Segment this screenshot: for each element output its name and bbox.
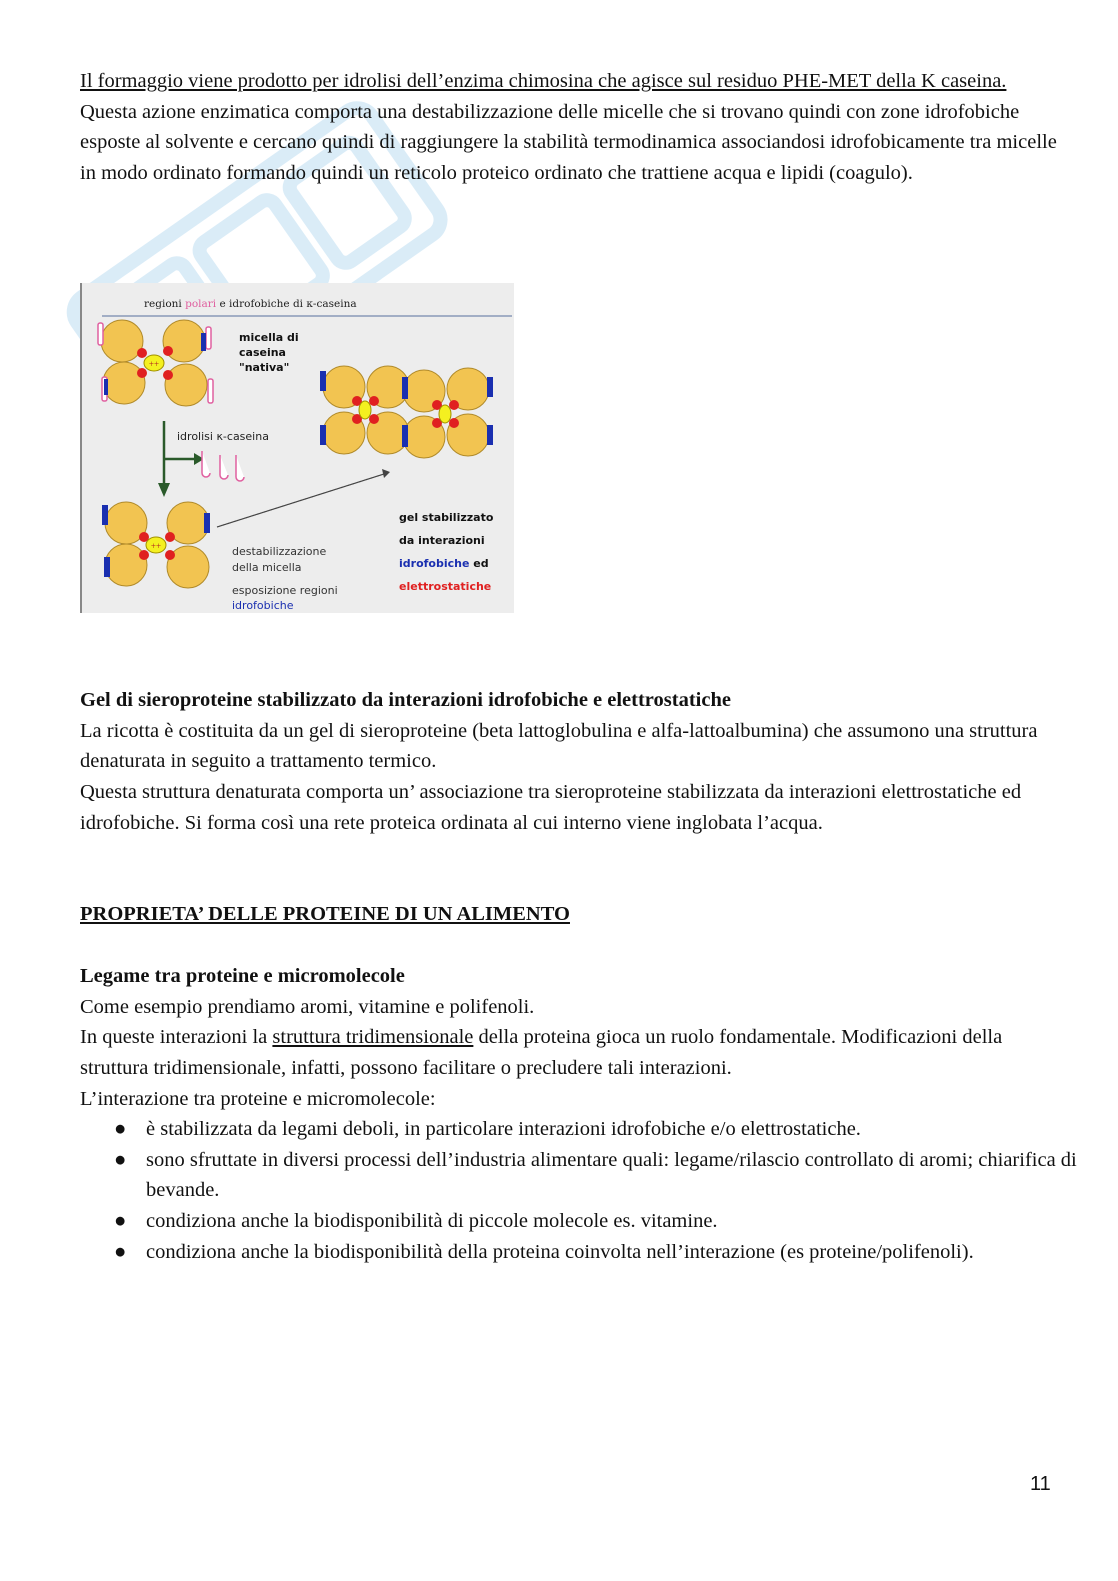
struttura-tridimensionale-underlined: struttura tridimensionale xyxy=(272,1026,474,1049)
native-micelle-label xyxy=(239,331,299,374)
section-gel-title: Gel di sieroproteine stabilizzato da interazioni idrofobiche e elettrostatiche xyxy=(80,689,731,711)
gel-aggregate xyxy=(320,366,493,458)
destabilization-label xyxy=(232,545,338,612)
section-props-body xyxy=(80,961,1065,1115)
svg-text:gel stabilizzato: gel stabilizzato xyxy=(399,511,494,524)
kappa-casein-fragments xyxy=(202,451,244,481)
section-props-heading: PROPRIETA’ DELLE PROTEINE DI UN ALIMENTO xyxy=(80,903,570,925)
destabilized-micelle xyxy=(102,502,210,588)
section-gel-p1: La ricotta è costituita da un gel di sieroproteine (beta lattoglobulina e alfa-lattoalbumina) che assumono una struttura denaturata in seguito a trattamento termico. xyxy=(80,719,1038,773)
svg-text:esposizione regioni: esposizione regioni xyxy=(232,584,338,597)
svg-text:della micella: della micella xyxy=(232,561,302,574)
svg-text:"nativa": "nativa" xyxy=(239,361,290,374)
native-micelle xyxy=(98,320,213,406)
intro-body-text: Questa azione enzimatica comporta una destabilizzazione delle micelle che si trovano quindi con zone idrofobiche esposte al solvente e cercano quindi di raggiungere la stabilità termodinamica associandosi idrofobicamente tra micelle in modo ordinato formando quindi un reticolo proteico ordinato che trattiene acqua e lipidi (coagulo). xyxy=(80,100,1057,185)
bullet-icon: ● xyxy=(114,1118,127,1140)
list-item: ● è stabilizzata da legami deboli, in particolare interazioni idrofobiche e/o elettrostatiche. xyxy=(80,1114,1080,1145)
svg-text:++: ++ xyxy=(148,359,160,369)
list-item: ● sono sfruttate in diversi processi dell’industria alimentare quali: legame/rilascio controllato di aromi; chiarifica di bevande. xyxy=(80,1145,1080,1206)
svg-text:da interazioni: da interazioni xyxy=(399,534,485,547)
svg-text:destabilizzazione: destabilizzazione xyxy=(232,545,327,558)
intro-paragraph xyxy=(80,66,1065,189)
section-gel xyxy=(80,685,1065,839)
section-gel-p2: Questa struttura denaturata comporta un’ associazione tra sieroproteine stabilizzata da interazioni elettrostatiche ed idrofobiche. Si forma così una rete proteica ordinata al cui interno viene inglobata l’acqua. xyxy=(80,781,1022,834)
svg-text:micella di: micella di xyxy=(239,331,299,344)
svg-text:idrofobiche ed: idrofobiche ed xyxy=(399,557,489,570)
bullet-icon: ● xyxy=(114,1210,127,1233)
section-props-p1: Come esempio prendiamo aromi, vitamine e polifenoli. xyxy=(80,995,535,1018)
bullet-list xyxy=(80,1114,1080,1268)
bullet-icon: ● xyxy=(114,1240,127,1263)
gel-label xyxy=(399,511,494,593)
intro-underlined-sentence: Il formaggio viene prodotto per idrolisi dell’enzima chimosina che agisce sul residuo PHE-MET della K caseina. xyxy=(80,70,1007,92)
section-props-p3: L’interazione tra proteine e micromolecole: xyxy=(80,1087,436,1110)
svg-text:elettrostatiche: elettrostatiche xyxy=(399,580,492,593)
page-number: 11 xyxy=(1030,1473,1051,1495)
svg-text:++: ++ xyxy=(150,541,162,551)
hydrolysis-label: idrolisi κ-caseina xyxy=(177,430,269,443)
micelle-diagram xyxy=(82,283,514,613)
svg-text:caseina: caseina xyxy=(239,346,286,359)
section-props-p2: In queste interazioni la struttura tridimensionale della proteina gioca un ruolo fondamentale. Modificazioni della struttura tridimensionale, infatti, possono facilitare o precludere tali interazioni. xyxy=(80,1026,1003,1080)
section-props-subtitle: Legame tra proteine e micromolecole xyxy=(80,965,405,987)
casein-micelle-figure xyxy=(80,283,514,613)
list-item: ● condiziona anche la biodisponibilità di piccole molecole es. vitamine. xyxy=(80,1206,1080,1237)
svg-text:idrofobiche: idrofobiche xyxy=(232,599,294,612)
figure-header: regioni polari e idrofobiche di κ-caseina xyxy=(144,298,357,310)
bullet-icon: ● xyxy=(114,1148,127,1171)
list-item: ● condiziona anche la biodisponibilità della proteina coinvolta nell’interazione (es proteine/polifenoli). xyxy=(80,1237,1080,1268)
